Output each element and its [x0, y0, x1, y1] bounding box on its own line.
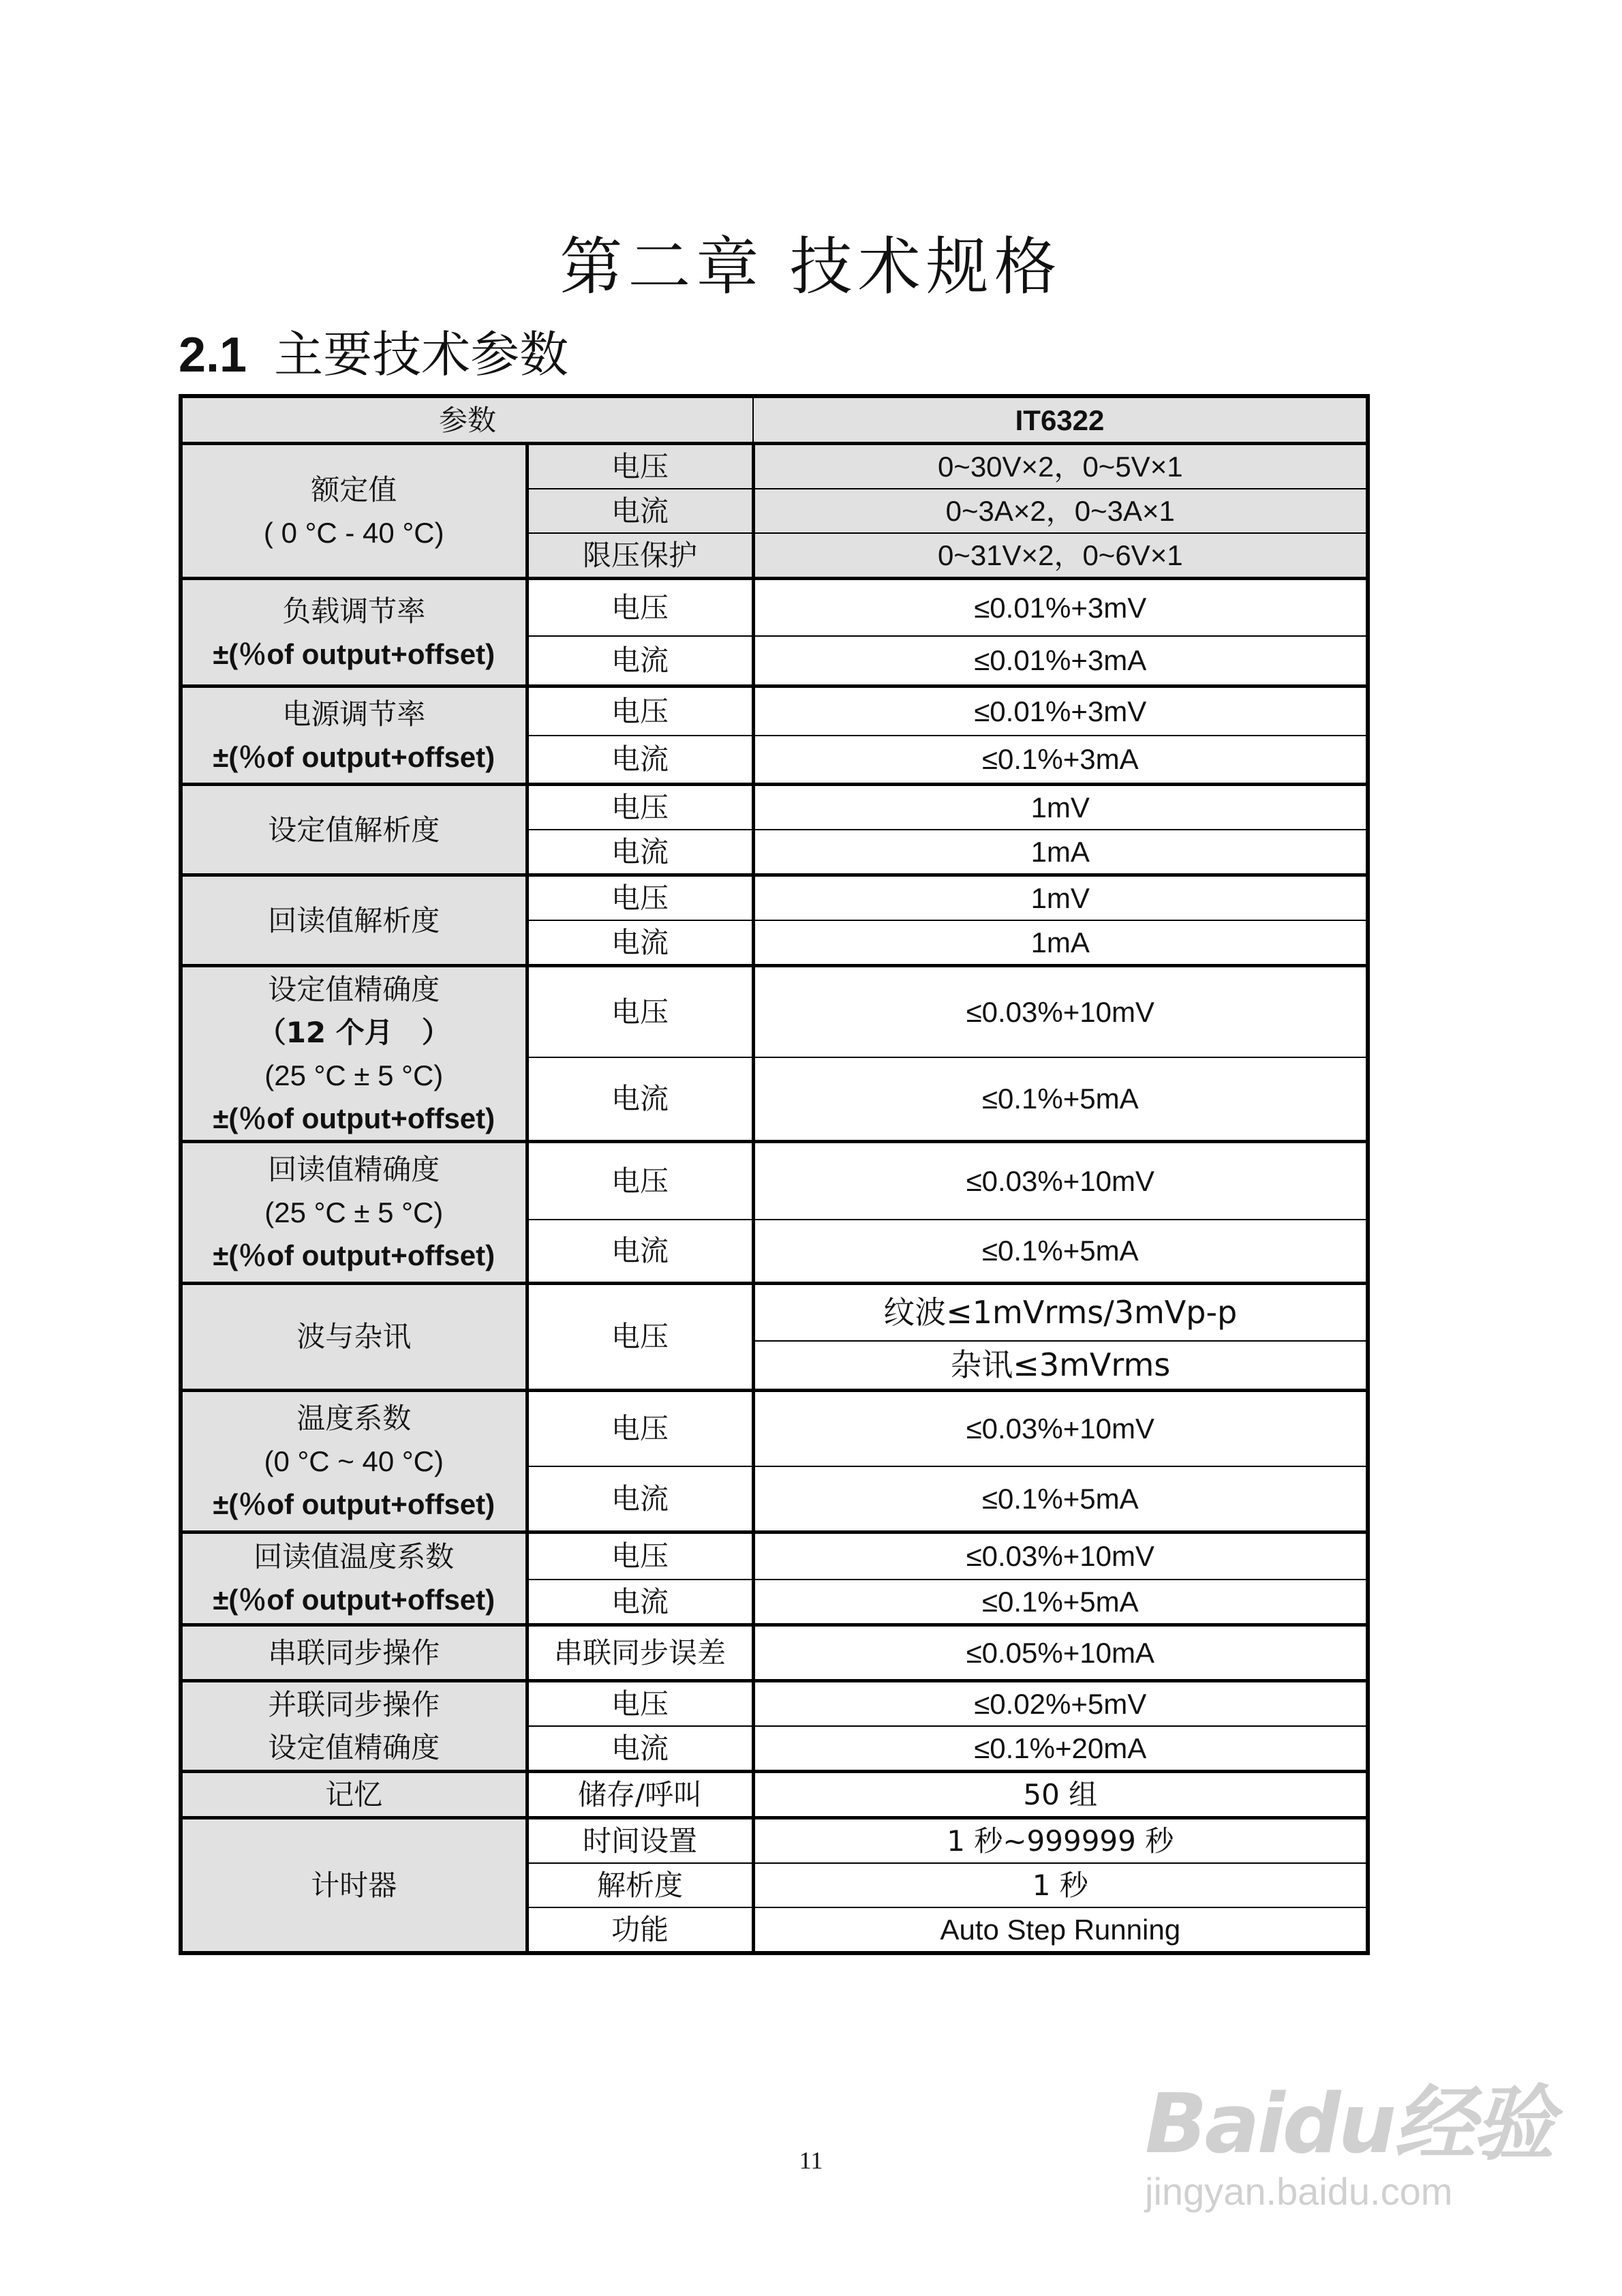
group-condition: (0 °C ~ 40 °C) [264, 1445, 444, 1477]
value-cell: 1 秒~999999 秒 [753, 1818, 1368, 1864]
table-row [181, 1681, 1368, 1727]
table-row [181, 579, 1368, 636]
value-cell: 0~30V×2，0~5V×1 [753, 444, 1368, 489]
value-cell: 1mV [753, 875, 1368, 921]
value-cell: 50 组 [753, 1772, 1368, 1818]
sub-label: 电流 [527, 1726, 753, 1772]
sub-label: 电压 [527, 1142, 753, 1220]
group-cell [181, 686, 527, 785]
group-cell: 记忆 [181, 1772, 527, 1818]
group-cell [181, 444, 527, 579]
group-condition: ±(％of output+offset) [213, 1239, 495, 1271]
table-header-row [181, 396, 1368, 444]
sub-label: 电流 [527, 489, 753, 533]
value-cell: ≤0.01%+3mV [753, 579, 1368, 636]
sub-label: 电压 [527, 785, 753, 830]
sub-label: 串联同步误差 [527, 1625, 753, 1681]
value-cell: ≤0.1%+5mA [753, 1466, 1368, 1532]
value-cell: 杂讯≤3mVrms [753, 1341, 1368, 1391]
group-label: 温度系数 [296, 1401, 412, 1435]
group-label: 额定值 [311, 472, 397, 507]
group-condition: ±(％of output+offset) [213, 1487, 495, 1520]
sub-label: 电压 [527, 966, 753, 1057]
value-cell: 1mV [753, 785, 1368, 830]
sub-label: 电压 [527, 1532, 753, 1580]
value-cell: ≤0.01%+3mV [753, 686, 1368, 736]
value-cell: 1mA [753, 830, 1368, 875]
sub-label: 电压 [527, 686, 753, 736]
value-cell: 0~31V×2，0~6V×1 [753, 533, 1368, 579]
value-cell: ≤0.1%+3mA [753, 736, 1368, 785]
sub-label: 解析度 [527, 1863, 753, 1907]
table-row [181, 1142, 1368, 1220]
watermark-logo: Baidu经验 [1145, 2077, 1552, 2172]
group-label: 回读值精确度 [268, 1153, 440, 1186]
group-cell [181, 1681, 527, 1772]
table-row [181, 1625, 1368, 1681]
value-cell: ≤0.03%+10mV [753, 1142, 1368, 1220]
group-condition: （12 个月 ） [257, 1015, 450, 1049]
table-row [181, 686, 1368, 736]
group-cell: 计时器 [181, 1818, 527, 1954]
value-cell: ≤0.03%+10mV [753, 966, 1368, 1057]
group-label: 设定值精确度 [268, 972, 440, 1006]
value-cell: ≤0.1%+5mA [753, 1220, 1368, 1284]
chapter-title: 第二章 技术规格 [560, 230, 1062, 303]
value-cell: ≤0.1%+5mA [753, 1580, 1368, 1625]
page-number: 11 [799, 2147, 823, 2174]
section-number: 2.1 [179, 328, 247, 382]
group-condition: ±(％of output+offset) [213, 740, 495, 773]
sub-label: 储存/呼叫 [527, 1772, 753, 1818]
table-row [181, 875, 1368, 921]
value-cell: 0~3A×2，0~3A×1 [753, 489, 1368, 533]
group-condition: ±(％of output+offset) [213, 1584, 495, 1616]
group-cell [181, 579, 527, 686]
header-model: IT6322 [753, 396, 1368, 444]
sub-label: 电压 [527, 444, 753, 489]
group-condition: 设定值精确度 [268, 1731, 440, 1764]
section-title [179, 315, 568, 386]
group-condition: ±(％of output+offset) [213, 1102, 495, 1134]
group-cell: 设定值解析度 [181, 785, 527, 875]
spec-table [179, 394, 1370, 1955]
group-label: 电源调节率 [282, 697, 426, 731]
table-row [181, 785, 1368, 830]
table-row [181, 1772, 1368, 1818]
value-cell: Auto Step Running [753, 1907, 1368, 1953]
value-cell: 1mA [753, 920, 1368, 966]
sub-label: 电压 [527, 1681, 753, 1727]
group-condition: (25 °C ± 5 °C) [264, 1196, 444, 1228]
group-label: 回读值温度系数 [254, 1540, 455, 1574]
sub-label: 电压 [527, 1390, 753, 1466]
sub-label: 电流 [527, 736, 753, 785]
value-cell: ≤0.1%+5mA [753, 1057, 1368, 1142]
value-cell: ≤0.01%+3mA [753, 636, 1368, 686]
sub-label: 限压保护 [527, 533, 753, 579]
group-cell [181, 1390, 527, 1532]
group-label: 负载调节率 [282, 594, 426, 628]
group-cell [181, 1532, 527, 1625]
value-cell: 纹波≤1mVrms/3mVp-p [753, 1284, 1368, 1341]
group-cell [181, 966, 527, 1142]
sub-label: 电压 [527, 875, 753, 921]
sub-label: 功能 [527, 1907, 753, 1953]
sub-label: 电流 [527, 920, 753, 966]
sub-label: 电流 [527, 1057, 753, 1142]
value-cell: ≤0.03%+10mV [753, 1390, 1368, 1466]
sub-label: 时间设置 [527, 1818, 753, 1864]
group-cell: 回读值解析度 [181, 875, 527, 966]
group-condition: (25 °C ± 5 °C) [264, 1059, 444, 1091]
group-condition: ( 0 °C - 40 °C) [263, 516, 444, 549]
sub-label: 电压 [527, 1284, 753, 1391]
table-row [181, 1284, 1368, 1341]
table-row [181, 1532, 1368, 1580]
group-cell: 串联同步操作 [181, 1625, 527, 1681]
section-heading: 主要技术参数 [274, 326, 569, 383]
group-condition: ±(％of output+offset) [213, 637, 495, 670]
group-label: 并联同步操作 [268, 1688, 440, 1721]
sub-label: 电流 [527, 1466, 753, 1532]
value-cell: ≤0.1%+20mA [753, 1726, 1368, 1772]
header-param: 参数 [181, 396, 753, 444]
value-cell: ≤0.03%+10mV [753, 1532, 1368, 1580]
group-cell: 波与杂讯 [181, 1284, 527, 1391]
value-cell: 1 秒 [753, 1863, 1368, 1907]
table-row [181, 966, 1368, 1057]
table-row [181, 444, 1368, 489]
group-cell [181, 1142, 527, 1284]
watermark-url: jingyan.baidu.com [1145, 2170, 1453, 2213]
sub-label: 电流 [527, 1220, 753, 1284]
value-cell: ≤0.05%+10mA [753, 1625, 1368, 1681]
sub-label: 电流 [527, 636, 753, 686]
sub-label: 电流 [527, 1580, 753, 1625]
table-row [181, 1390, 1368, 1466]
baidu-watermark [1145, 2059, 1554, 2263]
table-row [181, 1818, 1368, 1864]
sub-label: 电流 [527, 830, 753, 875]
value-cell: ≤0.02%+5mV [753, 1681, 1368, 1727]
sub-label: 电压 [527, 579, 753, 636]
